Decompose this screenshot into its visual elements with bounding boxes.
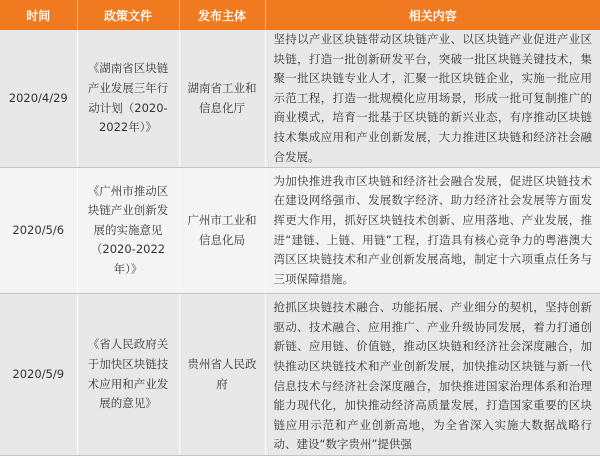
table-row <box>0 294 600 456</box>
date-cell: 2020/5/9 <box>0 294 77 456</box>
issuer-cell: 广州市工业和信息化局 <box>179 168 265 294</box>
table-row <box>0 168 600 294</box>
content-cell: 抢抓区块链技术融合、功能拓展、产业细分的契机，坚持创新驱动、技术融合、应用推广、产业升级协同发展，着力打通创新链、应用链、价值链，推动区块链和经济社会深度融合，加快推动区块链技术和产业创新发展，加快推动区块链与新一代信息技术与经济社会深度融合，加快推进国家治理体系和治理能力现代化，加快推动经济高质量发展，打造国家重要的区块链应用示范和产业创新高地，为全省深入实施大数据战略行动、建设“数字贵州”提供强 <box>265 294 600 456</box>
policy-document-cell: 《湖南省区块链产业发展三年行动计划（2020-2022年）》 <box>77 30 179 168</box>
header-time: 时间 <box>0 0 77 30</box>
header-policy-document: 政策文件 <box>77 0 179 30</box>
date-cell: 2020/5/6 <box>0 168 77 294</box>
policy-document-cell: 《广州市推动区块链产业创新发展的实施意见（2020-2022年）》 <box>77 168 179 294</box>
header-related-content: 相关内容 <box>265 0 600 30</box>
header-issuer: 发布主体 <box>179 0 265 30</box>
date-cell: 2020/4/29 <box>0 30 77 168</box>
issuer-cell: 贵州省人民政府 <box>179 294 265 456</box>
table-row <box>0 30 600 168</box>
issuer-cell: 湖南省工业和信息化厅 <box>179 30 265 168</box>
table-header-row <box>0 0 600 30</box>
content-cell: 坚持以产业区块链带动区块链产业、以区块链产业促进产业区块链，打造一批创新研发平台，突破一批区块链关键技术，集聚一批区块链专业人才，汇聚一批区块链企业，实施一批应用示范工程，打造一批规模化应用场景，形成一批可复制推广的商业模式，培育一批基于区块链的新兴业态，有序推动区块链技术集成应用和产业创新发展，大力推进区块链和经济社会融合发展。 <box>265 30 600 168</box>
content-cell: 为加快推进我市区块链和经济社会融合发展，促进区块链技术在建设网络强市、发展数字经济、助力经济社会发展等方面发挥更大作用，抓好区块链技术创新、应用落地、产业发展，推进“建链、上链、用链”工程，打造具有核心竞争力的粤港澳大湾区区块链技术和产业创新发展高地，制定十六项重点任务与三项保障措施。 <box>265 168 600 294</box>
policy-document-cell: 《省人民政府关于加快区块链技术应用和产业发展的意见》 <box>77 294 179 456</box>
